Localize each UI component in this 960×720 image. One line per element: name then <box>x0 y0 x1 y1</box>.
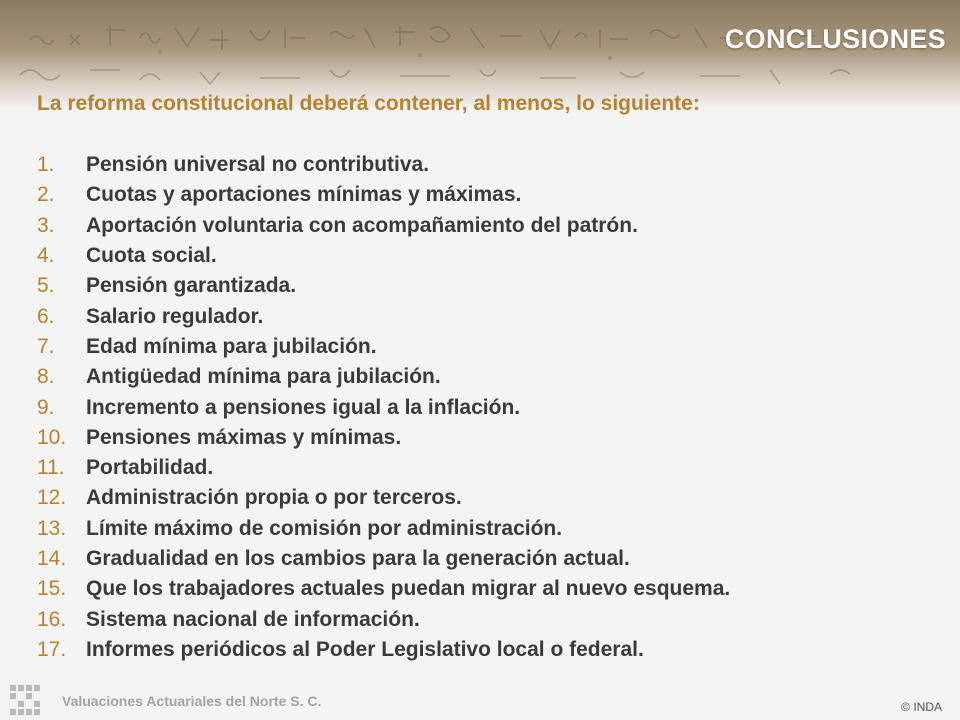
list-item-text: Gradualidad en los cambios para la generación actual. <box>86 547 630 570</box>
list-item-number: 4. <box>37 244 55 268</box>
list-item-text: Límite máximo de comisión por administración. <box>86 516 563 540</box>
list-item-number: 9. <box>37 395 55 419</box>
conclusions-list <box>37 150 730 665</box>
list-item-number: 1. <box>37 153 55 177</box>
list-item-number: 2. <box>37 183 55 207</box>
list-item-number: 14. <box>37 547 67 570</box>
list-item-number: 7. <box>37 334 55 358</box>
list-item-text: Salario regulador. <box>86 304 264 328</box>
list-item <box>37 241 730 271</box>
list-item-text: Cuota social. <box>86 244 217 268</box>
list-item-text: Aportación voluntaria con acompañamiento del patrón. <box>86 213 638 237</box>
list-item-number: 12. <box>37 486 67 510</box>
list-item <box>37 423 730 453</box>
list-item-number: 13. <box>37 516 67 540</box>
list-item <box>37 453 730 483</box>
list-item-number: 8. <box>37 365 55 389</box>
list-item <box>37 301 730 331</box>
list-item-number: 17. <box>37 637 67 661</box>
list-item-number: 11. <box>37 456 65 480</box>
list-item-text: Antigüedad mínima para jubilación. <box>86 365 441 389</box>
list-item-text: Administración propia o por terceros. <box>86 486 462 510</box>
list-item-text: Pensión universal no contributiva. <box>86 153 430 177</box>
list-item <box>37 604 730 634</box>
list-item <box>37 514 730 544</box>
copyright-notice: © INDA <box>901 700 942 714</box>
list-item-text: Cuotas y aportaciones mínimas y máximas. <box>86 183 522 207</box>
list-item-number: 16. <box>37 607 67 631</box>
list-item-number: 5. <box>37 274 55 298</box>
intro-heading: La reforma constitucional deberá contener, al menos, lo siguiente: <box>37 92 700 115</box>
list-item-text: Incremento a pensiones igual a la inflación. <box>86 395 521 419</box>
list-item <box>37 150 730 180</box>
list-item-text: Edad mínima para jubilación. <box>86 334 377 358</box>
list-item <box>37 483 730 513</box>
slide-title: CONCLUSIONES <box>724 24 946 54</box>
list-item <box>37 574 730 604</box>
footer-company-name: Valuaciones Actuariales del Norte S. C. <box>62 693 322 709</box>
company-logo-icon <box>8 683 42 717</box>
list-item <box>37 635 730 665</box>
list-item-number: 15. <box>37 577 67 601</box>
list-item <box>37 271 730 301</box>
list-item <box>37 332 730 362</box>
list-item <box>37 180 730 210</box>
list-item <box>37 392 730 422</box>
list-item-text: Pensión garantizada. <box>86 274 297 298</box>
list-item-text: Portabilidad. <box>86 456 214 480</box>
list-item <box>37 362 730 392</box>
list-item-number: 3. <box>37 213 55 237</box>
list-item-text: Informes periódicos al Poder Legislativo local o federal. <box>86 637 644 661</box>
list-item <box>37 544 730 574</box>
list-item-text: Sistema nacional de información. <box>86 607 420 631</box>
list-item-number: 10. <box>37 425 67 449</box>
list-item-text: Pensiones máximas y mínimas. <box>86 425 402 449</box>
list-item-number: 6. <box>37 304 55 328</box>
list-item <box>37 211 730 241</box>
list-item-text: Que los trabajadores actuales puedan migrar al nuevo esquema. <box>86 577 731 601</box>
